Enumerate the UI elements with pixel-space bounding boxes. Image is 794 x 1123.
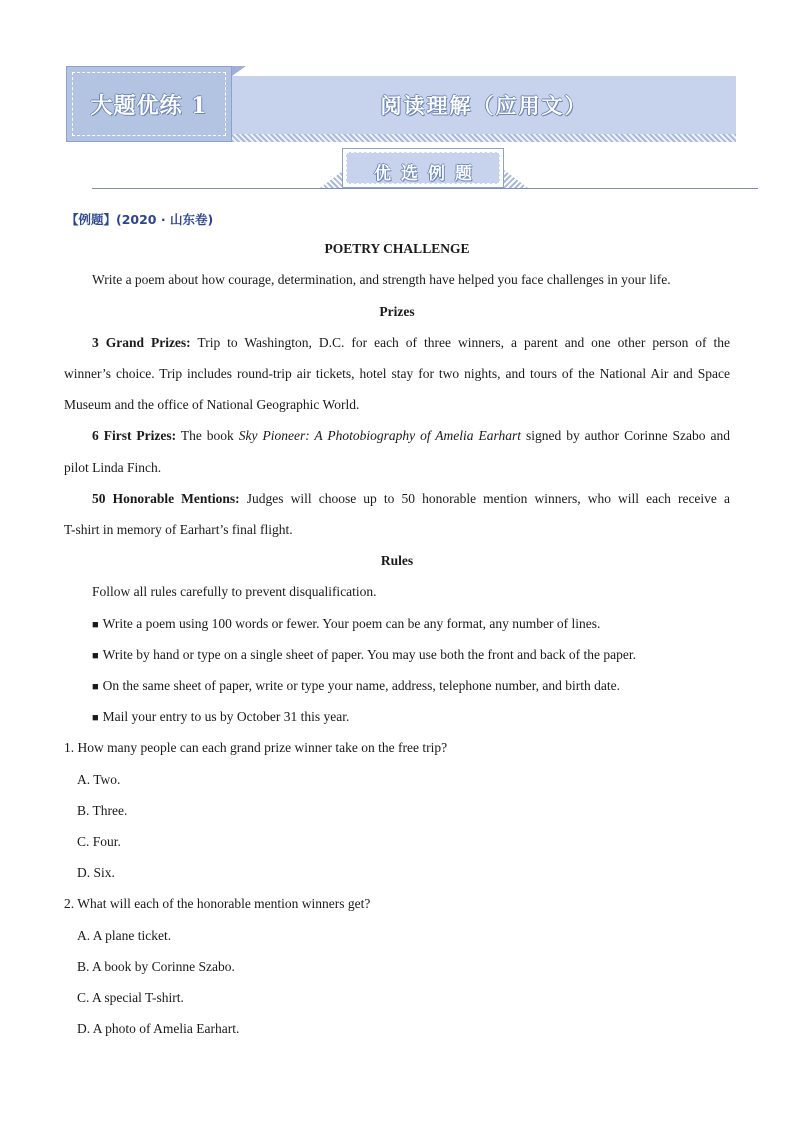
- bullet-icon: ■: [92, 619, 99, 631]
- rules-intro: Follow all rules carefully to prevent disqualification.: [92, 584, 377, 599]
- bullet-icon: ■: [92, 681, 99, 693]
- page-banner: [66, 66, 736, 144]
- question-stem: 1. How many people can each grand prize winner take on the free trip?: [64, 740, 448, 755]
- question-stem: 2. What will each of the honorable mention winners get?: [64, 896, 371, 911]
- banner-left-box: [66, 66, 232, 142]
- rule-item: ■ On the same sheet of paper, write or type your name, address, telephone number, and birth date.: [92, 678, 621, 693]
- answer-option[interactable]: A. A plane ticket.: [77, 928, 172, 943]
- section-divider: [92, 188, 758, 189]
- answer-option[interactable]: A. Two.: [77, 772, 121, 787]
- honorable-label: 50 Honorable Mentions:: [92, 491, 240, 506]
- prizes-heading: Prizes: [379, 304, 415, 319]
- rules-heading: Rules: [380, 553, 414, 568]
- section-label-box: [342, 148, 504, 188]
- rule-item: ■ Write by hand or type on a single sheet of paper. You may use both the front and back of the paper.: [92, 647, 636, 662]
- banner-left-title: 大题优练 1: [90, 93, 208, 119]
- answer-option[interactable]: B. Three.: [77, 803, 128, 818]
- grand-prize-line-3: Museum and the office of National Geographic World.: [64, 397, 360, 412]
- banner-right-title: 阅读理解（应用文）: [380, 94, 588, 118]
- first-prize-line-2: pilot Linda Finch.: [64, 460, 162, 475]
- book-title: Sky Pioneer: A Photobiography of Amelia Earhart: [238, 428, 522, 443]
- answer-option[interactable]: D. A photo of Amelia Earhart.: [77, 1021, 240, 1036]
- grand-prize-label: 3 Grand Prizes:: [92, 335, 191, 350]
- grand-prize-line-1: 3 Grand Prizes: Trip to Washington, D.C. for each of three winners, a parent and one other person of the: [92, 335, 731, 350]
- answer-option[interactable]: D. Six.: [77, 865, 115, 880]
- rule-item: ■ Write a poem using 100 words or fewer. Your poem can be any format, any number of lines.: [92, 616, 601, 631]
- section-label: 优选例题: [374, 164, 482, 184]
- bullet-icon: ■: [92, 712, 99, 724]
- rule-item: ■ Mail your entry to us by October 31 this year.: [92, 709, 350, 724]
- passage-title: POETRY CHALLENGE: [324, 241, 470, 256]
- answer-option[interactable]: C. Four.: [77, 834, 121, 849]
- honorable-line-2: T-shirt in memory of Earhart’s final flight.: [64, 522, 293, 537]
- first-prize-label: 6 First Prizes:: [92, 428, 177, 443]
- answer-option[interactable]: C. A special T-shirt.: [77, 990, 184, 1005]
- passage-intro: Write a poem about how courage, determination, and strength have helped you face challenges in your life.: [92, 272, 671, 287]
- first-prize-line-1: 6 First Prizes: The book Sky Pioneer: A Photobiography of Amelia Earhart signed by author Corinne Szabo and: [92, 428, 730, 443]
- source-tag: 【例题】(2020 · 山东卷): [66, 212, 214, 227]
- banner-hatch: [232, 134, 736, 142]
- bullet-icon: ■: [92, 650, 99, 662]
- answer-option[interactable]: B. A book by Corinne Szabo.: [77, 959, 235, 974]
- honorable-line-1: 50 Honorable Mentions: Judges will choose up to 50 honorable mention winners, who will each receive a: [92, 491, 730, 506]
- grand-prize-line-2: winner’s choice. Trip includes round-trip air tickets, hotel stay for two nights, and tours of the National Air and Space: [64, 366, 730, 381]
